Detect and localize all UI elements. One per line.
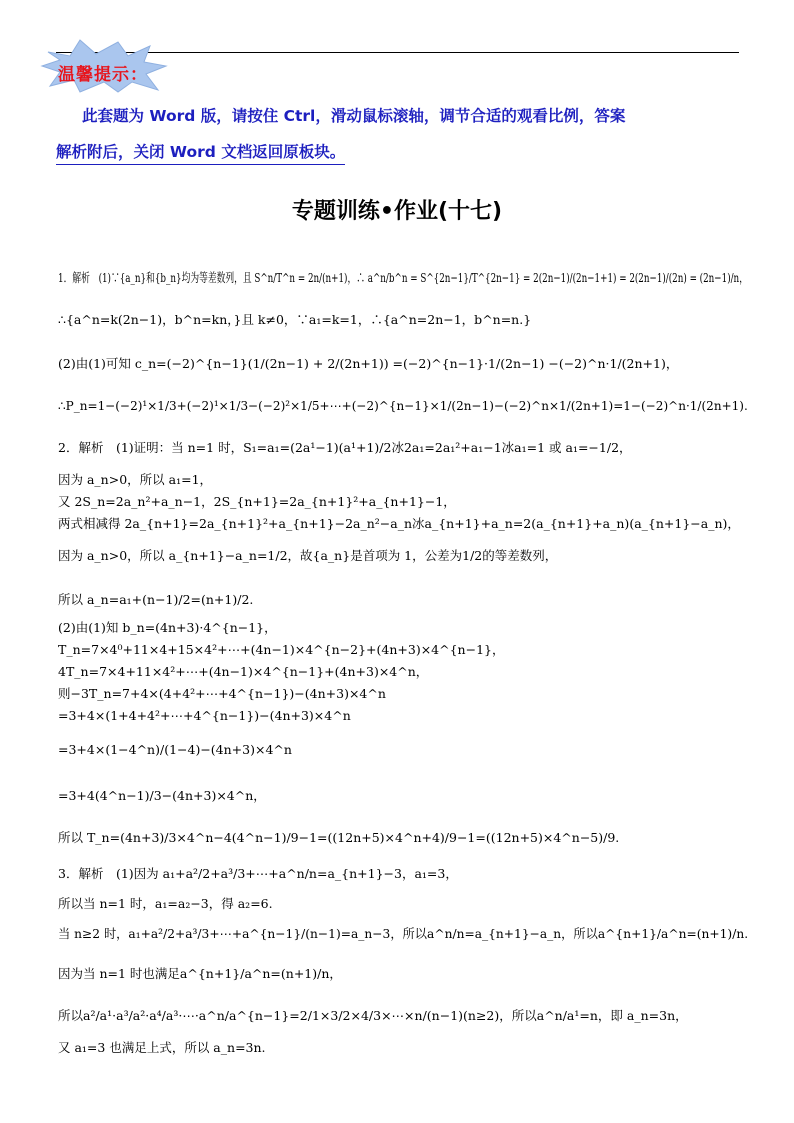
line-9: 因为 a_n>0，所以 a_{n+1}−a_n=1/2，故{a_n}是首项为 1，公差为1/2的等差数列， xyxy=(58,548,558,563)
notice-text xyxy=(56,98,746,170)
line-4: ∴P_n=1−(−2)¹×1/3+(−2)¹×1/3−(−2)²×1/5+⋯+(−2)^{n−1}×1/(2n−1)−(−2)^n×1/(2n+1)=1−(−2)^n·1/(2n+1). xyxy=(58,398,748,413)
line-5: 2．解析 (1)证明：当 n=1 时，S₁=a₁=(2a¹−1)(a¹+1)/2冰2a₁=2a₁²+a₁−1冰a₁=1 或 a₁=−1/2， xyxy=(58,440,632,455)
line-3: (2)由(1)可知 c_n=(−2)^{n−1}(1/(2n−1) + 2/(2n+1)) =(−2)^{n−1}·1/(2n−1) −(−2)^n·1/(2n+1)， xyxy=(58,356,679,371)
line-21: 当 n≥2 时，a₁+a²/2+a³/3+⋯+a^{n−1}/(n−1)=a_n−3，所以a^n/n=a_{n+1}−a_n，所以a^{n+1}/a^n=(n+1)/n. xyxy=(58,926,749,941)
line-20: 所以当 n=1 时，a₁=a₂−3，得 a₂=6. xyxy=(58,896,273,911)
line-2: ∴{a^n=k(2n−1)，b^n=kn，}且 k≠0，∵a₁=k=1，∴{a^n=2n−1，b^n=n.} xyxy=(58,312,532,327)
line-8: 两式相减得 2a_{n+1}=2a_{n+1}²+a_{n+1}−2a_n²−a_n冰a_{n+1}+a_n=2(a_{n+1}+a_n)(a_{n+1}−a_n)， xyxy=(58,516,740,531)
page-title: 专题训练•作业(十七) xyxy=(291,199,503,224)
tip-label: 温馨提示： xyxy=(58,65,148,85)
line-15: =3+4×(1+4+4²+⋯+4^{n−1})−(4n+3)×4^n xyxy=(58,708,351,723)
line-14: 则−3T_n=7+4×(4+4²+⋯+4^{n−1})−(4n+3)×4^n xyxy=(58,686,386,701)
line-13: 4T_n=7×4+11×4²+⋯+(4n−1)×4^{n−1}+(4n+3)×4^n， xyxy=(58,664,429,679)
line-7: 又 2S_n=2a_n²+a_n−1，2S_{n+1}=2a_{n+1}²+a_{n+1}−1， xyxy=(58,494,456,509)
line-1: 1．解析 (1)∵{a_n}和{b_n}均为等差数列，且 S^n/T^n = 2n/(n+1)，∴ a^n/b^n = S^{2n−1}/T^{2n−1} = 2(2n−1)/(2n−1+1) = 2(2n−1)/(2n) = (2n−1)/n， xyxy=(58,270,748,285)
line-18: 所以 T_n=(4n+3)/3×4^n−4(4^n−1)/9−1=((12n+5)×4^n+4)/9−1=((12n+5)×4^n−5)/9. xyxy=(58,830,620,845)
line-24: 又 a₁=3 也满足上式，所以 a_n=3n. xyxy=(58,1040,266,1055)
line-16: =3+4×(1−4^n)/(1−4)−(4n+3)×4^n xyxy=(58,742,292,757)
line-11: (2)由(1)知 b_n=(4n+3)·4^{n−1}， xyxy=(58,620,277,635)
line-10: 所以 a_n=a₁+(n−1)/2=(n+1)/2. xyxy=(58,592,254,607)
notice-line-1: 此套题为 Word 版，请按住 Ctrl，滑动鼠标滚轴，调节合适的观看比例，答案 xyxy=(82,107,626,125)
line-19: 3．解析 (1)因为 a₁+a²/2+a³/3+⋯+a^n/n=a_{n+1}−3，a₁=3， xyxy=(58,866,458,881)
line-6: 因为 a_n>0，所以 a₁=1， xyxy=(58,472,213,487)
notice-line-2: 解析附后，关闭 Word 文档返回原板块。 xyxy=(56,140,345,165)
line-12: T_n=7×4⁰+11×4+15×4²+⋯+(4n−1)×4^{n−2}+(4n+3)×4^{n−1}， xyxy=(58,642,505,657)
line-22: 因为当 n=1 时也满足a^{n+1}/a^n=(n+1)/n， xyxy=(58,966,342,981)
line-17: =3+4(4^n−1)/3−(4n+3)×4^n， xyxy=(58,788,266,803)
line-23: 所以a²/a¹·a³/a²·a⁴/a³·⋯·a^n/a^{n−1}=2/1×3/2×4/3×⋯×n/(n−1)(n≥2)，所以a^n/a¹=n，即 a_n=3n， xyxy=(58,1008,688,1023)
